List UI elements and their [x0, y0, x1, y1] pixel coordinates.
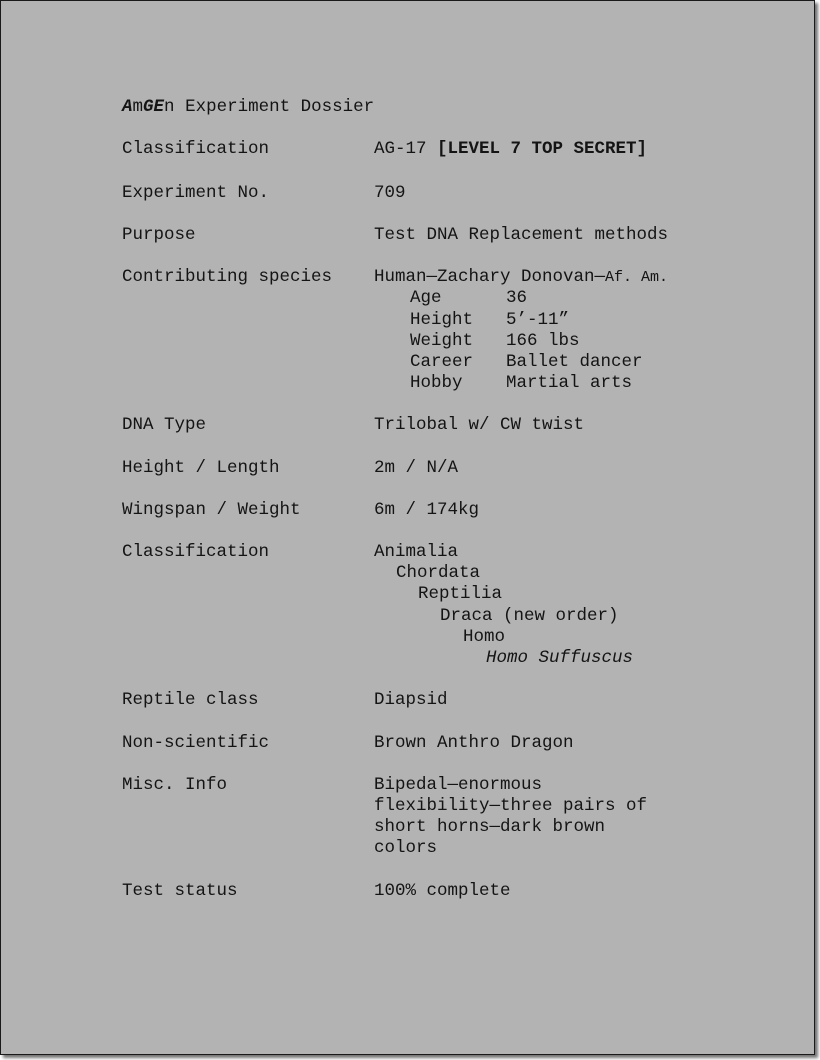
test-status-label: Test status: [122, 881, 238, 901]
misc-info-label: Misc. Info: [122, 775, 228, 795]
donor-age-value: 36: [506, 288, 528, 308]
reptile-class-value: Diapsid: [374, 690, 448, 710]
misc-info-line: colors: [374, 838, 438, 858]
taxonomy-order: Draca (new order): [440, 606, 619, 626]
test-status-value: 100% complete: [374, 881, 511, 901]
misc-info-line: flexibility—three pairs of: [374, 796, 648, 816]
donor-career-value: Ballet dancer: [506, 352, 643, 372]
contributing-species-value: [374, 267, 668, 288]
donor-age-label: Age: [410, 288, 442, 308]
taxonomy-class: Reptilia: [418, 584, 503, 604]
experiment-no-value: 709: [374, 183, 406, 203]
contributing-species-label: Contributing species: [122, 267, 333, 287]
donor-height-label: Height: [410, 310, 474, 330]
donor-hobby-value: Martial arts: [506, 373, 633, 393]
logo-a: A: [122, 97, 133, 117]
donor-name: Human—Zachary Donovan—: [374, 267, 606, 287]
classification-value: [374, 139, 647, 160]
donor-career-label: Career: [410, 352, 474, 372]
purpose-label: Purpose: [122, 225, 196, 245]
purpose-value: Test DNA Replacement methods: [374, 225, 669, 245]
height-length-label: Height / Length: [122, 458, 280, 478]
taxonomy-genus: Homo: [463, 627, 506, 647]
taxonomy-label: Classification: [122, 542, 270, 562]
donor-height-value: 5’-11”: [506, 310, 570, 330]
misc-info-line: short horns—dark brown: [374, 817, 606, 837]
taxonomy-species: Homo Suffuscus: [486, 648, 634, 668]
wingspan-weight-label: Wingspan / Weight: [122, 500, 301, 520]
non-scientific-label: Non-scientific: [122, 733, 270, 753]
reptile-class-label: Reptile class: [122, 690, 259, 710]
misc-info-line: Bipedal—enormous: [374, 775, 543, 795]
height-length-value: 2m / N/A: [374, 458, 459, 478]
experiment-no-label: Experiment No.: [122, 183, 270, 203]
security-level: [LEVEL 7 TOP SECRET]: [437, 139, 648, 159]
donor-weight-label: Weight: [410, 331, 474, 351]
dna-type-value: Trilobal w/ CW twist: [374, 415, 585, 435]
classification-code: AG-17: [374, 139, 438, 159]
donor-weight-value: 166 lbs: [506, 331, 580, 351]
title-text: Experiment Dossier: [174, 97, 375, 117]
logo-n: n: [164, 97, 175, 117]
donor-ethnicity: Af. Am.: [605, 269, 669, 286]
logo-ge: GE: [143, 97, 165, 117]
donor-hobby-label: Hobby: [410, 373, 463, 393]
taxonomy-phylum: Chordata: [396, 563, 481, 583]
classification-label: Classification: [122, 139, 270, 159]
logo-m: m: [132, 97, 144, 117]
dna-type-label: DNA Type: [122, 415, 207, 435]
non-scientific-value: Brown Anthro Dragon: [374, 733, 574, 753]
wingspan-weight-value: 6m / 174kg: [374, 500, 480, 520]
dossier-title: [122, 97, 374, 118]
taxonomy-kingdom: Animalia: [374, 542, 459, 562]
